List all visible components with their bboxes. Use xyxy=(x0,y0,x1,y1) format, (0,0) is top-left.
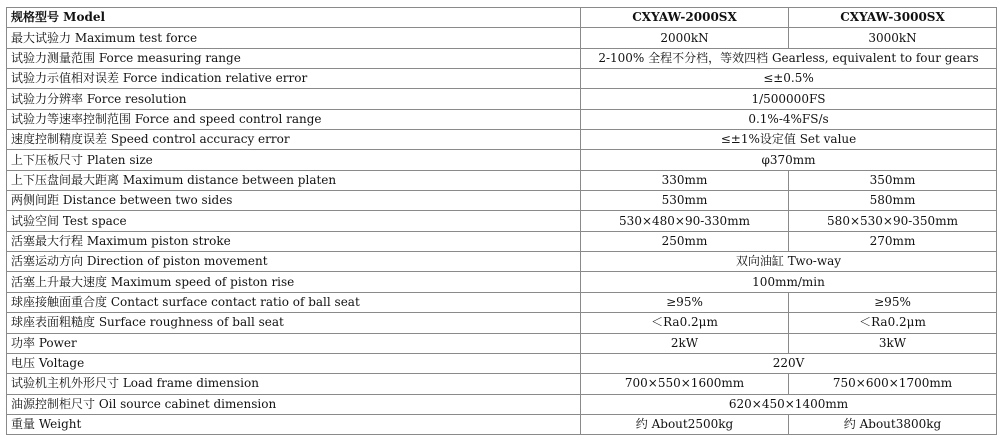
spec-shared-value-cell: φ370mm xyxy=(581,150,997,170)
spec-label-cell: 试验空间 Test space xyxy=(7,211,581,231)
spec-row xyxy=(7,48,997,68)
spec-row xyxy=(7,394,997,414)
spec-value-cell-model-1: 330mm xyxy=(581,170,789,190)
spec-row xyxy=(7,89,997,109)
header-label-cell: 规格型号 Model xyxy=(7,8,581,28)
spec-label-cell: 试验力示值相对误差 Force indication relative error xyxy=(7,69,581,89)
spec-shared-value-cell: 620×450×1400mm xyxy=(581,394,997,414)
header-row xyxy=(7,8,997,28)
spec-value-cell-model-1: 700×550×1600mm xyxy=(581,374,789,394)
spec-row xyxy=(7,28,997,48)
spec-value-cell-model-1: 2000kN xyxy=(581,28,789,48)
spec-shared-value-cell: 双向油缸 Two-way xyxy=(581,252,997,272)
spec-value-cell-model-2: ＜Ra0.2μm xyxy=(789,313,997,333)
spec-value-cell-model-2: 3000kN xyxy=(789,28,997,48)
spec-row xyxy=(7,252,997,272)
spec-label-cell: 上下压板尺寸 Platen size xyxy=(7,150,581,170)
spec-row xyxy=(7,69,997,89)
spec-value-cell-model-1: 530×480×90-330mm xyxy=(581,211,789,231)
model-2-cell: CXYAW-3000SX xyxy=(789,8,997,28)
spec-row xyxy=(7,353,997,373)
spec-row xyxy=(7,374,997,394)
spec-row xyxy=(7,211,997,231)
spec-row xyxy=(7,272,997,292)
spec-value-cell-model-1: 530mm xyxy=(581,191,789,211)
spec-row xyxy=(7,414,997,434)
spec-table xyxy=(6,7,997,435)
spec-label-cell: 速度控制精度误差 Speed control accuracy error xyxy=(7,130,581,150)
spec-row xyxy=(7,150,997,170)
spec-row xyxy=(7,313,997,333)
spec-label-cell: 电压 Voltage xyxy=(7,353,581,373)
spec-value-cell-model-1: 2kW xyxy=(581,333,789,353)
spec-label-cell: 两侧间距 Distance between two sides xyxy=(7,191,581,211)
spec-row xyxy=(7,170,997,190)
spec-label-cell: 试验力分辨率 Force resolution xyxy=(7,89,581,109)
spec-label-cell: 功率 Power xyxy=(7,333,581,353)
spec-value-cell-model-1: 约 About2500kg xyxy=(581,414,789,434)
spec-shared-value-cell: 220V xyxy=(581,353,997,373)
spec-value-cell-model-2: 约 About3800kg xyxy=(789,414,997,434)
spec-value-cell-model-1: ＜Ra0.2μm xyxy=(581,313,789,333)
spec-shared-value-cell: 2-100% 全程不分档，等效四档 Gearless, equivalent to four gears xyxy=(581,48,997,68)
spec-value-cell-model-2: 3kW xyxy=(789,333,997,353)
spec-row xyxy=(7,333,997,353)
spec-label-cell: 重量 Weight xyxy=(7,414,581,434)
spec-shared-value-cell: 100mm/min xyxy=(581,272,997,292)
spec-label-cell: 最大试验力 Maximum test force xyxy=(7,28,581,48)
spec-shared-value-cell: 1/500000FS xyxy=(581,89,997,109)
spec-label-cell: 活塞最大行程 Maximum piston stroke xyxy=(7,231,581,251)
spec-row xyxy=(7,292,997,312)
spec-label-cell: 活塞运动方向 Direction of piston movement xyxy=(7,252,581,272)
spec-value-cell-model-1: ≥95% xyxy=(581,292,789,312)
spec-row xyxy=(7,130,997,150)
spec-row xyxy=(7,231,997,251)
spec-shared-value-cell: ≤±1%设定值 Set value xyxy=(581,130,997,150)
spec-value-cell-model-2: ≥95% xyxy=(789,292,997,312)
spec-row xyxy=(7,109,997,129)
spec-label-cell: 试验机主机外形尺寸 Load frame dimension xyxy=(7,374,581,394)
spec-value-cell-model-2: 580mm xyxy=(789,191,997,211)
spec-value-cell-model-2: 350mm xyxy=(789,170,997,190)
spec-shared-value-cell: 0.1%-4%FS/s xyxy=(581,109,997,129)
spec-label-cell: 试验力等速率控制范围 Force and speed control range xyxy=(7,109,581,129)
spec-label-cell: 油源控制柜尺寸 Oil source cabinet dimension xyxy=(7,394,581,414)
spec-label-cell: 活塞上升最大速度 Maximum speed of piston rise xyxy=(7,272,581,292)
spec-label-cell: 球座表面粗糙度 Surface roughness of ball seat xyxy=(7,313,581,333)
spec-shared-value-cell: ≤±0.5% xyxy=(581,69,997,89)
spec-value-cell-model-1: 250mm xyxy=(581,231,789,251)
spec-value-cell-model-2: 270mm xyxy=(789,231,997,251)
spec-label-cell: 试验力测量范围 Force measuring range xyxy=(7,48,581,68)
spec-table-body xyxy=(7,8,997,435)
spec-value-cell-model-2: 580×530×90-350mm xyxy=(789,211,997,231)
spec-label-cell: 球座接触面重合度 Contact surface contact ratio of ball seat xyxy=(7,292,581,312)
model-1-cell: CXYAW-2000SX xyxy=(581,8,789,28)
spec-label-cell: 上下压盘间最大距离 Maximum distance between platen xyxy=(7,170,581,190)
spec-row xyxy=(7,191,997,211)
spec-value-cell-model-2: 750×600×1700mm xyxy=(789,374,997,394)
